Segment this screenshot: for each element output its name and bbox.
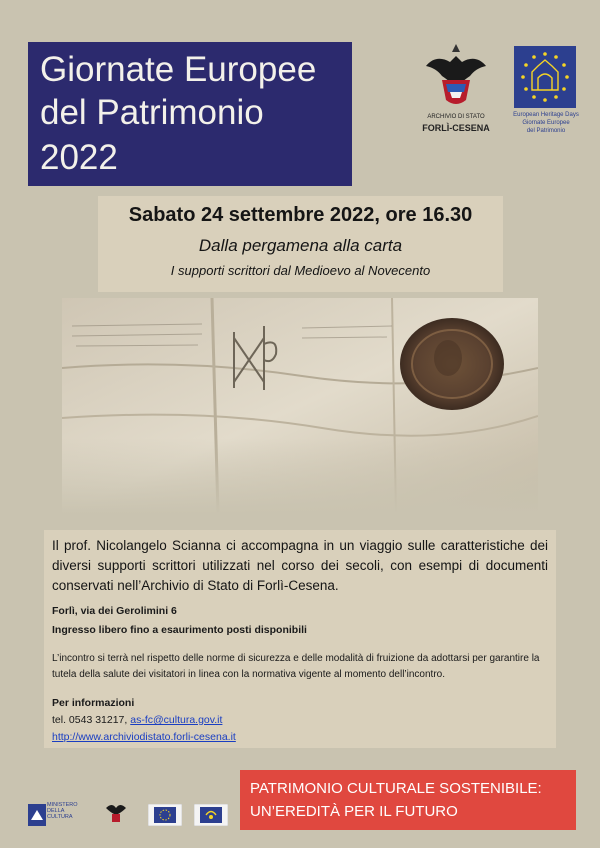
slogan-line-1: PATRIMONIO CULTURALE SOSTENIBILE: xyxy=(250,780,542,797)
archivio-label: ARCHIVIO DI STATO xyxy=(427,114,485,120)
phone-number: tel. 0543 31217, xyxy=(52,714,128,726)
event-subtitle: I supporti scrittori dal Medioevo al Novecento xyxy=(170,263,431,278)
contact-heading: Per informazioni xyxy=(52,697,135,709)
european-heritage-days-icon xyxy=(514,46,576,108)
event-title: Dalla pergamena alla carta xyxy=(198,236,403,255)
ministero-line-3: CULTURA xyxy=(47,814,73,820)
eu-flag-icon xyxy=(148,804,182,826)
ehd-line-1: European Heritage Days xyxy=(513,112,579,118)
website-link[interactable]: http://www.archiviodistato.forli-cesena.it xyxy=(52,731,236,743)
slogan-banner xyxy=(240,770,576,830)
contact-line xyxy=(52,714,222,726)
title-line-3: 2022 xyxy=(40,138,118,177)
ehd-line-2: Giornate Europee xyxy=(522,120,570,126)
event-address: Forlì, via dei Gerolimini 6 xyxy=(52,605,177,617)
parchment-photo xyxy=(62,298,538,514)
title-line-2: del Patrimonio xyxy=(40,93,264,132)
email-link[interactable]: as-fc@cultura.gov.it xyxy=(130,714,223,726)
ministero-line-2: DELLA xyxy=(47,808,65,814)
archivio-small-crest-icon xyxy=(104,800,128,828)
safety-rules: L’incontro si terrà nel rispetto delle norme di sicurezza e delle modalità di fruizione da adottarsi per garantire la tutela della salute dei visitatori in linea con la normativa vigente al momento dell’incontro. xyxy=(52,653,540,680)
archivio-city: FORLÌ-CESENA xyxy=(422,123,490,133)
ministero-cultura-icon xyxy=(28,804,46,826)
title-line-1: Giornate Europee xyxy=(40,50,317,89)
council-of-europe-icon xyxy=(194,804,228,826)
ministero-line-1: MINISTERO xyxy=(47,802,78,808)
ehd-line-3: del Patrimonio xyxy=(526,128,566,134)
slogan-line-2: UN’EREDITÀ PER IL FUTURO xyxy=(250,803,458,820)
event-date: Sabato 24 settembre 2022, ore 16.30 xyxy=(128,204,473,226)
ministero-caption xyxy=(47,802,78,820)
ehd-caption xyxy=(508,111,584,135)
event-description: Il prof. Nicolangelo Scianna ci accompagna in un viaggio sulle caratteristiche dei diversi supporti scrittori utilizzati nel corso dei secoli, con esempi di documenti conservati nell’Archivio di Stato di Forlì-Cesena. xyxy=(52,538,548,593)
entry-note: Ingresso libero fino a esaurimento posti disponibili xyxy=(52,624,307,636)
